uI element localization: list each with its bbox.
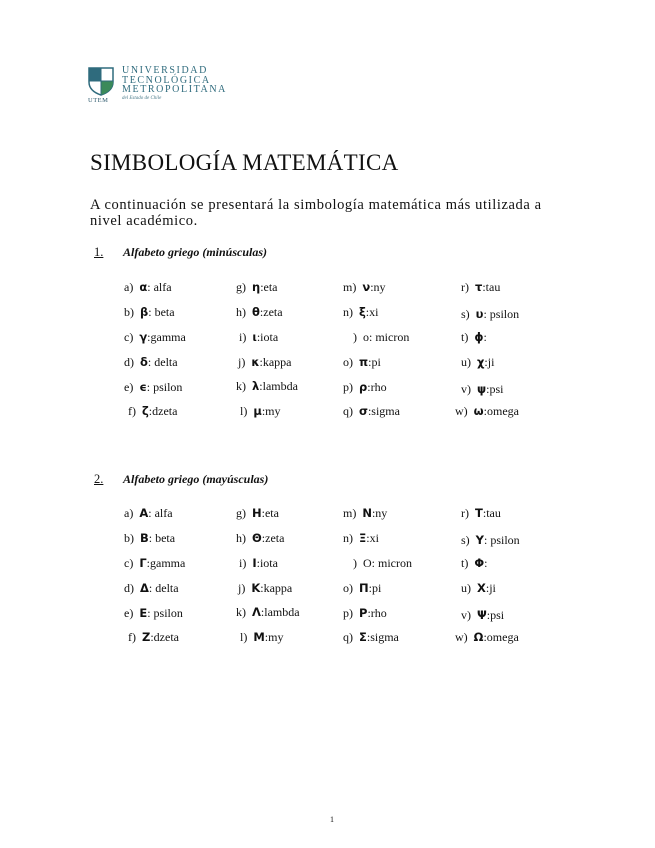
letter-name: :my <box>264 630 284 644</box>
letter-name: :sigma <box>366 630 399 644</box>
item-label: ) <box>353 556 357 570</box>
greek-letter-item <box>238 355 292 370</box>
section-title: Alfabeto griego (minúsculas) <box>123 245 268 259</box>
greek-symbol: P <box>359 606 368 620</box>
greek-letter-item <box>343 506 387 521</box>
item-label: t) <box>461 330 469 344</box>
greek-symbol: Ω <box>473 630 484 644</box>
letter-name: : <box>483 330 487 344</box>
greek-symbol: Λ <box>252 605 261 619</box>
section-number: 2. <box>94 472 104 486</box>
logo-subtitle: del Estado de Chile <box>122 95 162 101</box>
letter-name: :xi <box>365 305 379 319</box>
greek-symbol: X <box>477 581 486 595</box>
item-label: n) <box>343 531 353 545</box>
section-title: Alfabeto griego (mayúsculas) <box>123 472 269 486</box>
item-label: a) <box>124 280 134 294</box>
item-label: i) <box>239 330 247 344</box>
letter-name: :tau <box>482 506 501 520</box>
letter-name: : psilon <box>483 307 520 321</box>
page-number: 1 <box>330 815 334 824</box>
greek-symbol: ϵ <box>139 380 147 394</box>
item-label: f) <box>128 630 136 644</box>
greek-symbol: H <box>252 506 262 520</box>
greek-letter-item <box>343 531 379 546</box>
page-title: SIMBOLOGÍA MATEMÁTICA <box>90 150 399 175</box>
greek-letter-item <box>343 404 400 419</box>
greek-letter-item <box>239 556 278 571</box>
greek-symbol: κ <box>251 355 260 369</box>
greek-letter-item <box>343 280 386 295</box>
letter-name: :psi <box>486 382 504 396</box>
greek-letter-item <box>461 608 504 623</box>
greek-symbol: β <box>140 305 149 319</box>
greek-letter-item <box>240 404 280 419</box>
greek-symbol: Σ <box>359 630 367 644</box>
greek-symbol: η <box>252 280 261 294</box>
greek-symbol: I <box>252 556 257 570</box>
item-label: i) <box>239 556 247 570</box>
letter-name: :pi <box>368 355 381 369</box>
letter-name: : psilon <box>147 606 183 620</box>
greek-letter-item <box>239 330 278 345</box>
greek-symbol: α <box>139 280 148 294</box>
greek-symbol: ρ <box>359 380 368 394</box>
greek-symbol: ν <box>362 280 371 294</box>
letter-name: : alfa <box>147 280 172 294</box>
greek-letter-item <box>461 533 520 548</box>
item-label: h) <box>236 531 246 545</box>
item-label: b) <box>124 305 134 319</box>
item-label: v) <box>461 608 471 622</box>
item-label: j) <box>238 355 246 369</box>
greek-symbol: N <box>362 506 372 520</box>
greek-letter-item <box>343 305 378 320</box>
greek-letter-item <box>124 606 183 621</box>
greek-letter-item <box>343 355 381 370</box>
university-logo <box>86 66 246 106</box>
greek-letter-item <box>124 355 178 370</box>
item-label: t) <box>461 556 469 570</box>
logo-line-2: TECNOLÓGICA <box>122 74 211 86</box>
item-label: l) <box>240 404 248 418</box>
item-label: a) <box>124 506 134 520</box>
greek-letter-item <box>343 606 387 621</box>
letter-name: :tau <box>482 280 501 294</box>
item-label: w) <box>455 404 468 418</box>
greek-letter-item <box>461 355 494 370</box>
item-label: e) <box>124 380 134 394</box>
greek-symbol: Φ <box>474 556 485 570</box>
letter-name: : psilon <box>146 380 183 394</box>
letter-name: : alfa <box>148 506 173 520</box>
greek-symbol: χ <box>477 355 485 369</box>
greek-symbol: ψ <box>477 382 487 396</box>
greek-letter-item <box>124 380 182 395</box>
greek-letter-item <box>461 556 487 571</box>
letter-name: : delta <box>148 581 179 595</box>
letter-name: :eta <box>261 506 279 520</box>
logo-text <box>122 66 227 101</box>
letter-name: :rho <box>367 380 387 394</box>
item-label: k) <box>236 605 246 619</box>
greek-symbol: T <box>475 506 483 520</box>
item-label: l) <box>240 630 248 644</box>
logo-acronym: UTEM <box>88 97 109 104</box>
letter-name: :gamma <box>147 330 186 344</box>
greek-symbol: θ <box>252 305 260 319</box>
section-number: 1. <box>94 245 104 259</box>
letter-name: :rho <box>367 606 387 620</box>
greek-symbol: π <box>359 355 369 369</box>
section-heading-uppercase <box>94 472 268 487</box>
greek-symbol: Δ <box>140 581 149 595</box>
item-label: ) <box>353 330 357 344</box>
letter-name: :zeta <box>259 305 283 319</box>
letter-name: : beta <box>148 305 175 319</box>
letter-name: :ji <box>485 581 496 595</box>
letter-name: :iota <box>256 556 278 570</box>
letter-name: :lambda <box>260 605 300 619</box>
letter-name: :lambda <box>259 379 298 393</box>
letter-name: :iota <box>256 330 279 344</box>
item-label: g) <box>236 506 246 520</box>
item-label: s) <box>461 307 470 321</box>
letter-name: O: micron <box>363 556 412 570</box>
greek-symbol: M <box>253 630 265 644</box>
greek-symbol: υ <box>475 307 484 321</box>
item-label: u) <box>461 355 471 369</box>
section-heading-lowercase <box>94 245 267 260</box>
greek-symbol: A <box>139 506 149 520</box>
item-label: d) <box>124 355 134 369</box>
greek-symbol: Π <box>359 581 369 595</box>
greek-letter-item <box>461 382 503 397</box>
greek-letter-item <box>461 506 501 521</box>
letter-name: :ny <box>371 506 388 520</box>
item-label: o) <box>343 581 353 595</box>
greek-letter-item <box>124 305 175 320</box>
logo-line-3: METROPOLITANA <box>122 84 227 95</box>
item-label: h) <box>236 305 246 319</box>
letter-name: : <box>484 556 488 570</box>
letter-name: o: micron <box>363 330 410 344</box>
item-label: e) <box>124 606 134 620</box>
greek-letter-item <box>236 506 279 521</box>
item-label: u) <box>461 581 471 595</box>
greek-symbol: τ <box>475 280 483 294</box>
greek-symbol: λ <box>252 379 260 393</box>
item-label: c) <box>124 556 134 570</box>
item-label: b) <box>124 531 134 545</box>
letter-name: :ji <box>484 355 495 369</box>
letter-name: :pi <box>368 581 382 595</box>
greek-symbol: K <box>251 581 261 595</box>
greek-letter-item <box>461 330 487 345</box>
utem-shield-icon <box>86 66 116 96</box>
greek-letter-item <box>124 531 175 546</box>
greek-symbol: B <box>140 531 149 545</box>
greek-symbol: Θ <box>252 531 262 545</box>
greek-letter-item <box>124 556 185 571</box>
letter-name: : delta <box>147 355 178 369</box>
item-label: k) <box>236 379 246 393</box>
item-label: p) <box>343 380 353 394</box>
item-label: r) <box>461 506 469 520</box>
greek-symbol: E <box>139 606 148 620</box>
greek-letter-item <box>343 581 381 596</box>
greek-letter-item <box>236 305 283 320</box>
item-label: n) <box>343 305 353 319</box>
item-label: g) <box>236 280 246 294</box>
item-label: f) <box>128 404 136 418</box>
greek-symbol: δ <box>140 355 148 369</box>
letter-name: :dzeta <box>148 404 178 418</box>
item-label: c) <box>124 330 134 344</box>
greek-symbol: ξ <box>359 305 366 319</box>
greek-letter-item <box>124 330 186 345</box>
greek-letter-item <box>240 630 283 645</box>
greek-letter-item <box>128 630 179 645</box>
letter-name: :kappa <box>260 581 293 595</box>
item-label: d) <box>124 581 134 595</box>
greek-letter-item <box>461 280 500 295</box>
greek-letter-item <box>124 581 179 596</box>
letter-name: :omega <box>483 630 519 644</box>
item-label: m) <box>343 280 357 294</box>
greek-symbol: Γ <box>139 556 147 570</box>
greek-letter-item <box>343 630 399 645</box>
item-label: p) <box>343 606 353 620</box>
greek-letter-item <box>353 330 409 345</box>
greek-letter-item <box>461 581 496 596</box>
letter-name: : psilon <box>484 533 520 547</box>
item-label: s) <box>461 533 470 547</box>
letter-name: :xi <box>366 531 379 545</box>
greek-letter-item <box>238 581 292 596</box>
letter-name: :zeta <box>261 531 285 545</box>
letter-name: : beta <box>148 531 176 545</box>
greek-letter-item <box>128 404 177 419</box>
greek-symbol: ϕ <box>474 330 484 344</box>
logo-line-1: UNIVERSIDAD <box>122 65 208 76</box>
greek-symbol: σ <box>359 404 368 418</box>
letter-name: :kappa <box>259 355 292 369</box>
greek-symbol: Ξ <box>359 531 367 545</box>
greek-symbol: ζ <box>142 404 149 418</box>
item-label: o) <box>343 355 353 369</box>
greek-symbol: μ <box>253 404 262 418</box>
item-label: m) <box>343 506 357 520</box>
intro-paragraph: A continuación se presentará la simbología matemática más utilizada a nivel académico. <box>90 197 542 229</box>
greek-letter-item <box>236 379 298 394</box>
greek-letter-item <box>236 280 278 295</box>
greek-letter-item <box>343 380 387 395</box>
item-label: v) <box>461 382 471 396</box>
letter-name: :dzeta <box>150 630 179 644</box>
greek-letter-item <box>236 605 300 620</box>
greek-symbol: Z <box>142 630 151 644</box>
greek-symbol: ι <box>252 330 257 344</box>
greek-letter-item <box>455 404 519 419</box>
item-label: q) <box>343 630 353 644</box>
letter-name: :gamma <box>146 556 186 570</box>
greek-letter-item <box>124 506 173 521</box>
greek-symbol: γ <box>139 330 148 344</box>
greek-letter-item <box>461 307 519 322</box>
letter-name: :my <box>261 404 281 418</box>
greek-symbol: Y <box>475 533 484 547</box>
greek-letter-item <box>236 531 284 546</box>
greek-symbol: Ψ <box>477 608 487 622</box>
letter-name: :eta <box>260 280 278 294</box>
item-label: r) <box>461 280 469 294</box>
letter-name: :psi <box>486 608 505 622</box>
letter-name: :ny <box>370 280 386 294</box>
item-label: w) <box>455 630 468 644</box>
item-label: q) <box>343 404 353 418</box>
greek-letter-item <box>455 630 519 645</box>
letter-name: :omega <box>483 404 519 418</box>
greek-letter-item <box>353 556 412 571</box>
greek-letter-item <box>124 280 172 295</box>
letter-name: :sigma <box>367 404 400 418</box>
greek-symbol: ω <box>473 404 484 418</box>
item-label: j) <box>238 581 246 595</box>
